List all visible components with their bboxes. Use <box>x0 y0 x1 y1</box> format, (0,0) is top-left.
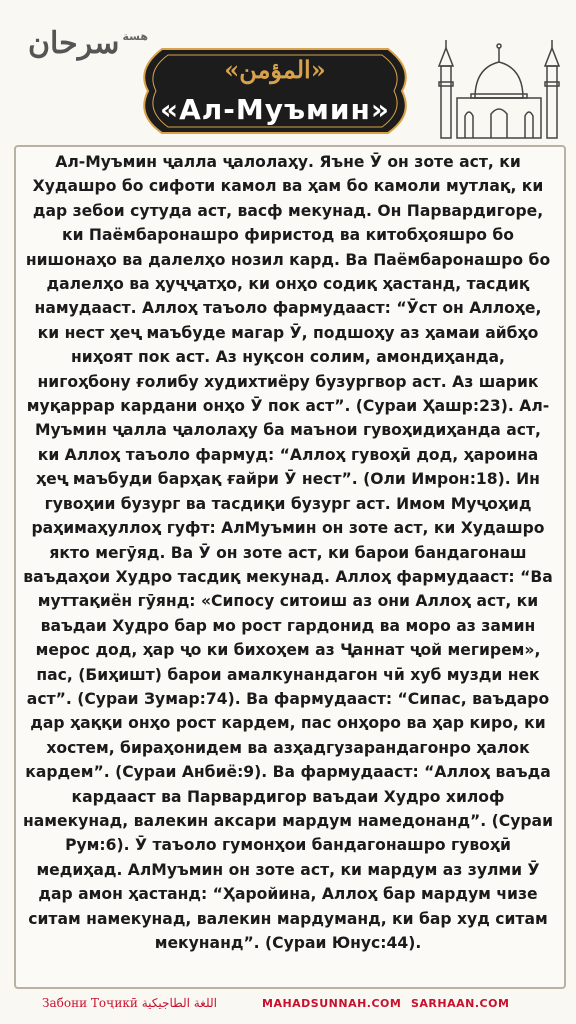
sarhaan-logo <box>28 26 148 72</box>
footer-link-mahadsunnah[interactable]: MAHADSUNNAH.COM <box>262 997 402 1010</box>
banner-arabic-title: «المؤمن» <box>224 55 326 84</box>
title-banner <box>132 45 418 137</box>
footer-language: Забони Тоҷикӣ اللغة الطاجيكية <box>42 996 217 1010</box>
banner-title: «Ал-Муъмин» <box>160 93 390 126</box>
logo-text: سرحان <box>28 26 120 61</box>
footer <box>0 994 576 1018</box>
logo-small-text: هسة <box>122 30 148 43</box>
article-paragraph: Ал-Муъмин ҷалла ҷалолаҳу. Яъне Ӯ он зоте аст, ки Худашро бо сифоти камол ва ҳам бо камоли мутлақ, ки дар зебои сутуда аст, васф мекунад. Он Парвардигоре, ки Паёмбаронашро фиристод ва китобҳояшро бо нишонаҳо ва далелҳо нозил кард. Ва Паёмбаронашро бо далелҳо ва ҳуҷҷатҳо, ки онҳо содиқ ҳастанд, тасдиқ намудааст. Аллоҳ таъоло фармудааст: “Ӯст он Аллоҳе, ки нест ҳеҷ маъбуде магар Ӯ, подшоҳу аз ҳамаи айбҳо ниҳоят пок аст. Аз нуқсон солим, амондиҳанда, нигоҳбону ғолибу худихтиёру бузургвор аст. Аз шарик муқаррар кардани онҳо Ӯ пок аст”. (Сураи Ҳашр:23). Ал-Муъмин ҷалла ҷалолаҳу ба маънои гувоҳидиҳанда аст, ки Аллоҳ таъоло фармуд: “Аллоҳ гувоҳӣ дод, ҳароина ҳеҷ маъбуди барҳақ ғайри Ӯ нест”. (Оли Имрон:18). Ин гувоҳии бузург ва тасдиқи бузург аст. Имом Муҷоҳид раҳимаҳуллоҳ гуфт: АлМуъмин он зоте аст, ки Худашро якто мегӯяд. Ва Ӯ он зоте аст, ки барои бандагонаш ваъдаҳои Худро тасдиқ мекунад. Аллоҳ фармудааст: “Ва муттақиён гӯянд: «Сипосу ситоиш аз они Аллоҳ аст, ки ваъдаи Худро бар мо рост гардонид ва моро аз замин мерос дод, ҳар ҷо ки бихоҳем аз Ҷаннат ҷой мегирем», пас, (Биҳишт) барои амалкунандагон чӣ хуб музди нек аст”. (Сураи Зумар:74). Ва фармудааст: “Сипас, ваъдаро дар ҳаққи онҳо рост кардем, пас онҳоро ва ҳар киро, ки хостем, бираҳонидем ва азҳадгузарандагонро ҳалок кардем”. (Сураи Анбиё:9). Ва фармудааст: “Аллоҳ ваъда кардааст ва Парвардигор ваъдаи Худро хилоф намекунад, валекин аксари мардум намедонанд”. (Сураи Рум:6). Ӯ таъоло гумонҳои бандагонашро гувоҳӣ медиҳад. АлМуъмин он зоте аст, ки мардум аз зулми Ӯ дар амон ҳастанд: “Ҳаройина, Аллоҳ бар мардум чизе ситам намекунад, валекин мардуманд, ки бар худ ситам мекунанд”. (Сураи Юнус:44). <box>22 153 553 952</box>
article-body <box>22 150 554 955</box>
footer-link-sarhaan[interactable]: SARHAAN.COM <box>411 997 510 1010</box>
mosque-icon <box>435 36 563 142</box>
